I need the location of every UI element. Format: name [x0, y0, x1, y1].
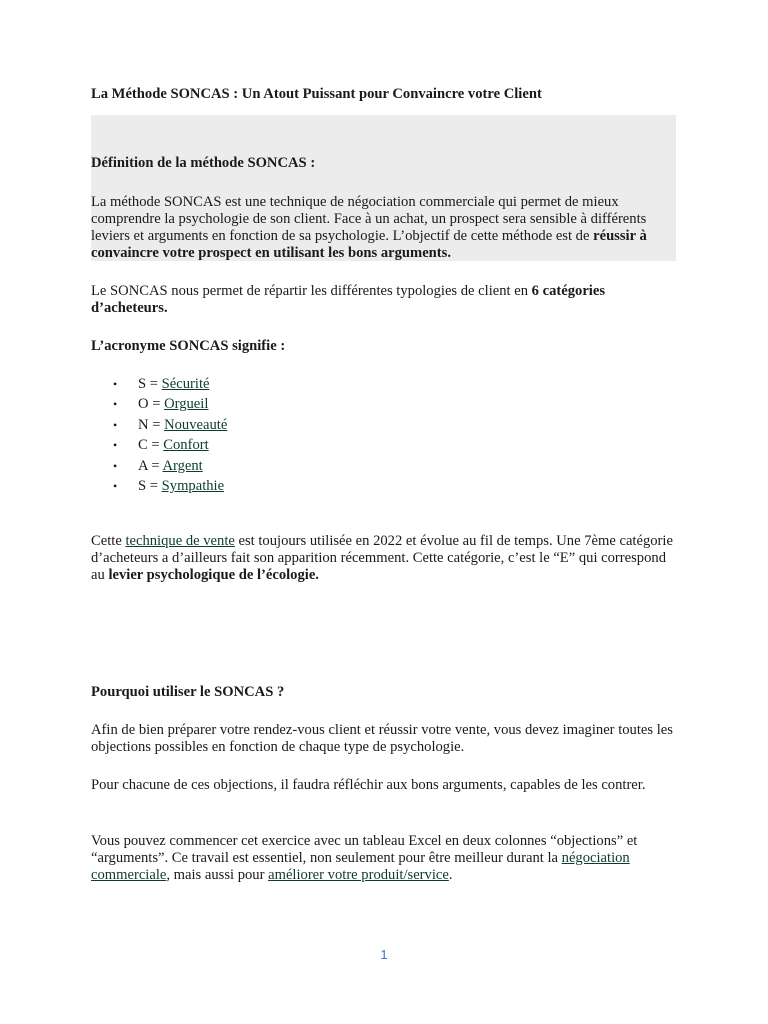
evolution-bold-text: levier psychologique de l’écologie.: [108, 567, 319, 583]
bullet-icon: •: [113, 438, 118, 453]
definition-text: La méthode SONCAS est une technique de négociation commerciale qui permet de mieux comprendre la psychologie de son client. Face à un achat, un prospect sera sensible à différents leviers et arguments en fonction de sa psychologie. L’objectif de cette méthode est de: [91, 194, 647, 244]
bullet-icon: •: [113, 417, 118, 432]
list-item: [91, 376, 227, 396]
evolution-text-2: est toujours utilisée en 2022 et évolue au fil de temps. Une 7ème catégorie d’acheteurs a d’ailleurs fait son apparition récemment. Cette catégorie, c’est le “E” qui correspond au: [91, 533, 673, 583]
acronym-list: [91, 376, 227, 498]
list-item: [91, 417, 227, 437]
acronym-link-orgueil[interactable]: Orgueil: [164, 396, 209, 413]
acronym-link-argent[interactable]: Argent: [162, 457, 203, 474]
why-paragraph-2: Pour chacune de ces objections, il faudra réfléchir aux bons arguments, capables de les contrer.: [91, 777, 646, 793]
page-title: La Méthode SONCAS : Un Atout Puissant pour Convaincre votre Client: [91, 86, 542, 102]
bullet-icon: •: [113, 377, 118, 391]
why-paragraph-1: Afin de bien préparer votre rendez-vous client et réussir votre vente, vous devez imaginer toutes les objections possibles en fonction de chaque type de psychologie.: [91, 722, 673, 755]
ameliorer-produit-link[interactable]: améliorer votre produit/service: [268, 867, 449, 883]
acronym-letter: C =: [138, 437, 164, 454]
acronym-letter: S =: [138, 376, 162, 392]
typologies-text: Le SONCAS nous permet de répartir les différentes typologies de client en: [91, 283, 532, 299]
page-number: 1: [380, 947, 388, 962]
acronym-link-confort[interactable]: Confort: [163, 437, 209, 454]
definition-section: [91, 115, 676, 261]
acronym-heading: L’acronyme SONCAS signifie :: [91, 338, 286, 354]
why-paragraph-3: [91, 833, 681, 884]
bullet-icon: •: [113, 458, 118, 473]
acronym-letter: S =: [138, 477, 162, 494]
acronym-letter: A =: [138, 457, 163, 474]
definition-paragraph: [91, 194, 671, 262]
list-item: [91, 396, 227, 416]
definition-heading: Définition de la méthode SONCAS :: [91, 155, 316, 171]
acronym-letter: N =: [138, 416, 165, 433]
bullet-icon: •: [113, 478, 118, 493]
evolution-paragraph: [91, 533, 681, 584]
technique-de-vente-link[interactable]: technique de vente: [125, 533, 235, 549]
why-text-2: , mais aussi pour: [166, 867, 269, 883]
bullet-icon: •: [113, 397, 118, 412]
why-heading: Pourquoi utiliser le SONCAS ?: [91, 684, 285, 700]
typologies-bold-text: 6 catégories d’acheteurs.: [91, 283, 606, 316]
why-text-1: Vous pouvez commencer cet exercice avec un tableau Excel en deux colonnes “objections” et “arguments”. Ce travail est essentiel, non seulement pour être meilleur durant la: [91, 833, 638, 866]
acronym-link-nouveaute[interactable]: Nouveauté: [164, 416, 228, 433]
list-item: [91, 437, 227, 457]
why-text-3: .: [448, 867, 453, 883]
negociation-commerciale-link[interactable]: négociation commerciale: [91, 850, 630, 883]
typologies-paragraph: [91, 283, 681, 317]
acronym-letter: O =: [138, 396, 165, 413]
acronym-link-sympathie[interactable]: Sympathie: [161, 477, 225, 494]
list-item: [91, 458, 227, 478]
acronym-link-securite[interactable]: Sécurité: [161, 376, 210, 392]
evolution-text-1: Cette: [91, 533, 126, 549]
definition-bold-text: réussir à convaincre votre prospect en utilisant les bons arguments.: [91, 228, 647, 261]
list-item: [91, 478, 227, 498]
